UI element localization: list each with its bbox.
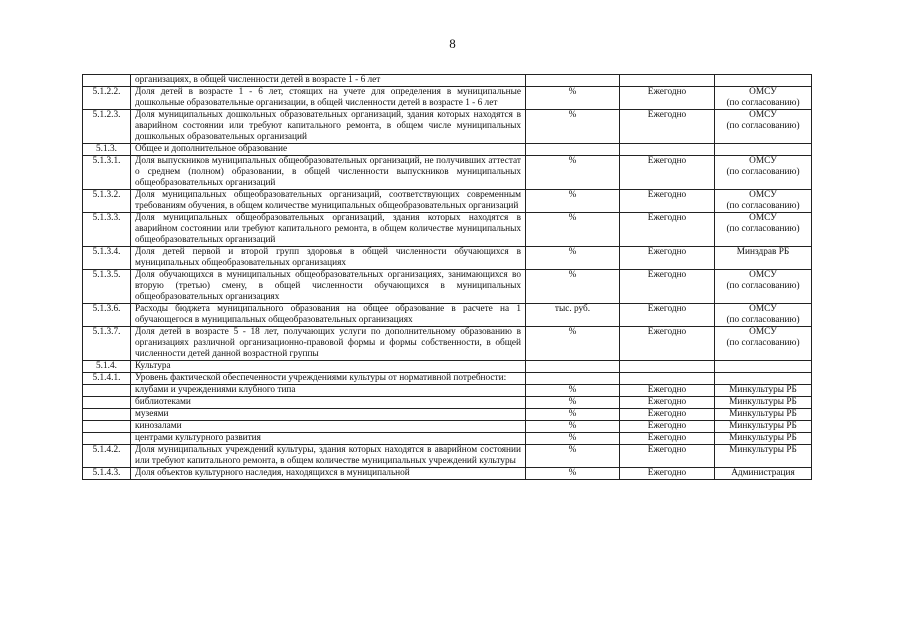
table-row (83, 270, 812, 304)
table-row (83, 397, 812, 409)
row-frequency: Ежегодно (620, 156, 715, 190)
row-number: 5.1.2.2. (83, 87, 131, 110)
row-description: Доля объектов культурного наследия, находящихся в муниципальной (131, 468, 526, 480)
row-frequency (620, 361, 715, 373)
row-frequency: Ежегодно (620, 87, 715, 110)
row-responsible (715, 327, 812, 361)
row-description: Доля детей в возрасте 5 - 18 лет, получающих услуги по дополнительному образованию в организациях различной организационно-правовой формы и формы собственности, в общей численности детей данной возрастной группы (131, 327, 526, 361)
row-responsible (715, 373, 812, 385)
row-responsible (715, 433, 812, 445)
row-unit: % (526, 445, 620, 468)
row-number (83, 397, 131, 409)
row-unit: % (526, 213, 620, 247)
row-frequency (620, 75, 715, 87)
row-description: Доля обучающихся в муниципальных общеобразовательных организациях, занимающихся во вторую (третью) смену, в общей численности обучающихся в муниципальных общеобразовательных организациях (131, 270, 526, 304)
row-unit: % (526, 409, 620, 421)
row-unit (526, 144, 620, 156)
row-unit: % (526, 397, 620, 409)
row-description: Доля муниципальных учреждений культуры, здания которых находятся в аварийном состоянии или требуют капитального ремонта, в общем количестве муниципальных учреждений культуры (131, 445, 526, 468)
responsible-note: (по согласованию) (726, 281, 800, 291)
responsible-name: ОМСУ (749, 327, 777, 337)
row-unit: % (526, 110, 620, 144)
row-responsible (715, 385, 812, 397)
responsible-name: Минздрав РБ (736, 247, 790, 257)
responsible-name: ОМСУ (749, 87, 777, 97)
row-unit (526, 373, 620, 385)
row-responsible (715, 361, 812, 373)
row-responsible (715, 213, 812, 247)
row-unit: % (526, 190, 620, 213)
row-description: Доля детей в возрасте 1 - 6 лет, стоящих на учете для определения в муниципальные дошкольные образовательные организации, в общей численности детей в возрасте 1 - 6 лет (131, 87, 526, 110)
row-responsible (715, 144, 812, 156)
table-row (83, 385, 812, 397)
row-number (83, 385, 131, 397)
row-description: Доля муниципальных общеобразовательных организаций, здания которых находятся в аварийном состоянии или требуют капитального ремонта, в общем количестве муниципальных общеобразовательных организаций (131, 213, 526, 247)
responsible-note: (по согласованию) (726, 338, 800, 348)
row-frequency: Ежегодно (620, 421, 715, 433)
table-row (83, 433, 812, 445)
table-row (83, 361, 812, 373)
table-row (83, 247, 812, 270)
row-description: Доля муниципальных общеобразовательных организаций, соответствующих современным требованиям обучения, в общем количестве муниципальных общеобразовательных организаций (131, 190, 526, 213)
indicators-table (82, 74, 812, 480)
row-unit: % (526, 433, 620, 445)
responsible-name: Минкультуры РБ (729, 409, 797, 419)
row-frequency: Ежегодно (620, 270, 715, 304)
responsible-name: ОМСУ (749, 190, 777, 200)
row-responsible (715, 468, 812, 480)
row-responsible (715, 75, 812, 87)
table-row (83, 213, 812, 247)
row-frequency: Ежегодно (620, 304, 715, 327)
row-unit: % (526, 87, 620, 110)
row-responsible (715, 190, 812, 213)
row-frequency (620, 144, 715, 156)
row-description: Доля детей первой и второй групп здоровья в общей численности обучающихся в муниципальных общеобразовательных организациях (131, 247, 526, 270)
responsible-note: (по согласованию) (726, 167, 800, 177)
responsible-name: Минкультуры РБ (729, 421, 797, 431)
table-row (83, 409, 812, 421)
row-unit: % (526, 270, 620, 304)
row-number: 5.1.3. (83, 144, 131, 156)
row-unit: % (526, 421, 620, 433)
row-responsible (715, 87, 812, 110)
row-description: Доля муниципальных дошкольных образовательных организаций, здания которых находятся в аварийном состоянии или требуют капитального ремонта, в общем числе муниципальных дошкольных образовательных организаций (131, 110, 526, 144)
responsible-name: Минкультуры РБ (729, 385, 797, 395)
responsible-name: ОМСУ (749, 213, 777, 223)
row-responsible (715, 156, 812, 190)
table-row (83, 110, 812, 144)
row-number: 5.1.3.3. (83, 213, 131, 247)
row-frequency: Ежегодно (620, 110, 715, 144)
row-number: 5.1.3.7. (83, 327, 131, 361)
responsible-name: ОМСУ (749, 156, 777, 166)
row-number: 5.1.3.4. (83, 247, 131, 270)
page-number: 8 (449, 36, 456, 51)
row-responsible (715, 247, 812, 270)
table-row (83, 75, 812, 87)
row-number: 5.1.3.1. (83, 156, 131, 190)
table-row (83, 468, 812, 480)
row-frequency: Ежегодно (620, 445, 715, 468)
responsible-note: (по согласованию) (726, 315, 800, 325)
responsible-note: (по согласованию) (726, 98, 800, 108)
row-number: 5.1.3.5. (83, 270, 131, 304)
responsible-note: (по согласованию) (726, 121, 800, 131)
row-number: 5.1.3.2. (83, 190, 131, 213)
row-description: музеями (131, 409, 526, 421)
row-number (83, 421, 131, 433)
row-unit: % (526, 156, 620, 190)
table-row (83, 445, 812, 468)
row-number: 5.1.4.2. (83, 445, 131, 468)
row-responsible (715, 421, 812, 433)
row-frequency: Ежегодно (620, 397, 715, 409)
row-responsible (715, 397, 812, 409)
row-responsible (715, 445, 812, 468)
row-frequency: Ежегодно (620, 468, 715, 480)
table-row (83, 304, 812, 327)
row-number (83, 409, 131, 421)
responsible-name: Администрация (731, 468, 795, 478)
row-frequency: Ежегодно (620, 190, 715, 213)
responsible-name: Минкультуры РБ (729, 445, 797, 455)
row-frequency: Ежегодно (620, 385, 715, 397)
table-row (83, 156, 812, 190)
row-responsible (715, 409, 812, 421)
row-number: 5.1.3.6. (83, 304, 131, 327)
table-row (83, 421, 812, 433)
row-description: клубами и учреждениями клубного типа (131, 385, 526, 397)
table-row (83, 373, 812, 385)
row-number: 5.1.4.3. (83, 468, 131, 480)
row-description: организациях, в общей численности детей в возрасте 1 - 6 лет (131, 75, 526, 87)
row-responsible (715, 110, 812, 144)
table-row (83, 87, 812, 110)
row-frequency: Ежегодно (620, 213, 715, 247)
row-description: центрами культурного развития (131, 433, 526, 445)
row-unit: % (526, 385, 620, 397)
row-unit: % (526, 468, 620, 480)
table-row (83, 144, 812, 156)
row-unit (526, 75, 620, 87)
row-frequency: Ежегодно (620, 247, 715, 270)
row-frequency: Ежегодно (620, 433, 715, 445)
table-row (83, 327, 812, 361)
row-number: 5.1.4. (83, 361, 131, 373)
row-number (83, 75, 131, 87)
row-description: кинозалами (131, 421, 526, 433)
row-responsible (715, 270, 812, 304)
row-unit: тыс. руб. (526, 304, 620, 327)
row-unit (526, 361, 620, 373)
responsible-note: (по согласованию) (726, 224, 800, 234)
responsible-name: ОМСУ (749, 110, 777, 120)
row-number: 5.1.2.3. (83, 110, 131, 144)
responsible-name: Минкультуры РБ (729, 433, 797, 443)
table-row (83, 190, 812, 213)
responsible-name: ОМСУ (749, 270, 777, 280)
row-description: Расходы бюджета муниципального образования на общее образование в расчете на 1 обучающегося в муниципальных общеобразовательных организациях (131, 304, 526, 327)
responsible-note: (по согласованию) (726, 201, 800, 211)
row-description: Культура (131, 361, 526, 373)
row-description: Доля выпускников муниципальных общеобразовательных организаций, не получивших аттестат о среднем (полном) образовании, в общей численности выпускников муниципальных общеобразовательных организаций (131, 156, 526, 190)
row-unit: % (526, 247, 620, 270)
row-description: библиотеками (131, 397, 526, 409)
row-description: Общее и дополнительное образование (131, 144, 526, 156)
responsible-name: ОМСУ (749, 304, 777, 314)
row-frequency: Ежегодно (620, 409, 715, 421)
row-number: 5.1.4.1. (83, 373, 131, 385)
row-unit: % (526, 327, 620, 361)
row-description: Уровень фактической обеспеченности учреждениями культуры от нормативной потребности: (131, 373, 526, 385)
row-frequency (620, 373, 715, 385)
row-number (83, 433, 131, 445)
row-frequency: Ежегодно (620, 327, 715, 361)
row-responsible (715, 304, 812, 327)
responsible-name: Минкультуры РБ (729, 397, 797, 407)
